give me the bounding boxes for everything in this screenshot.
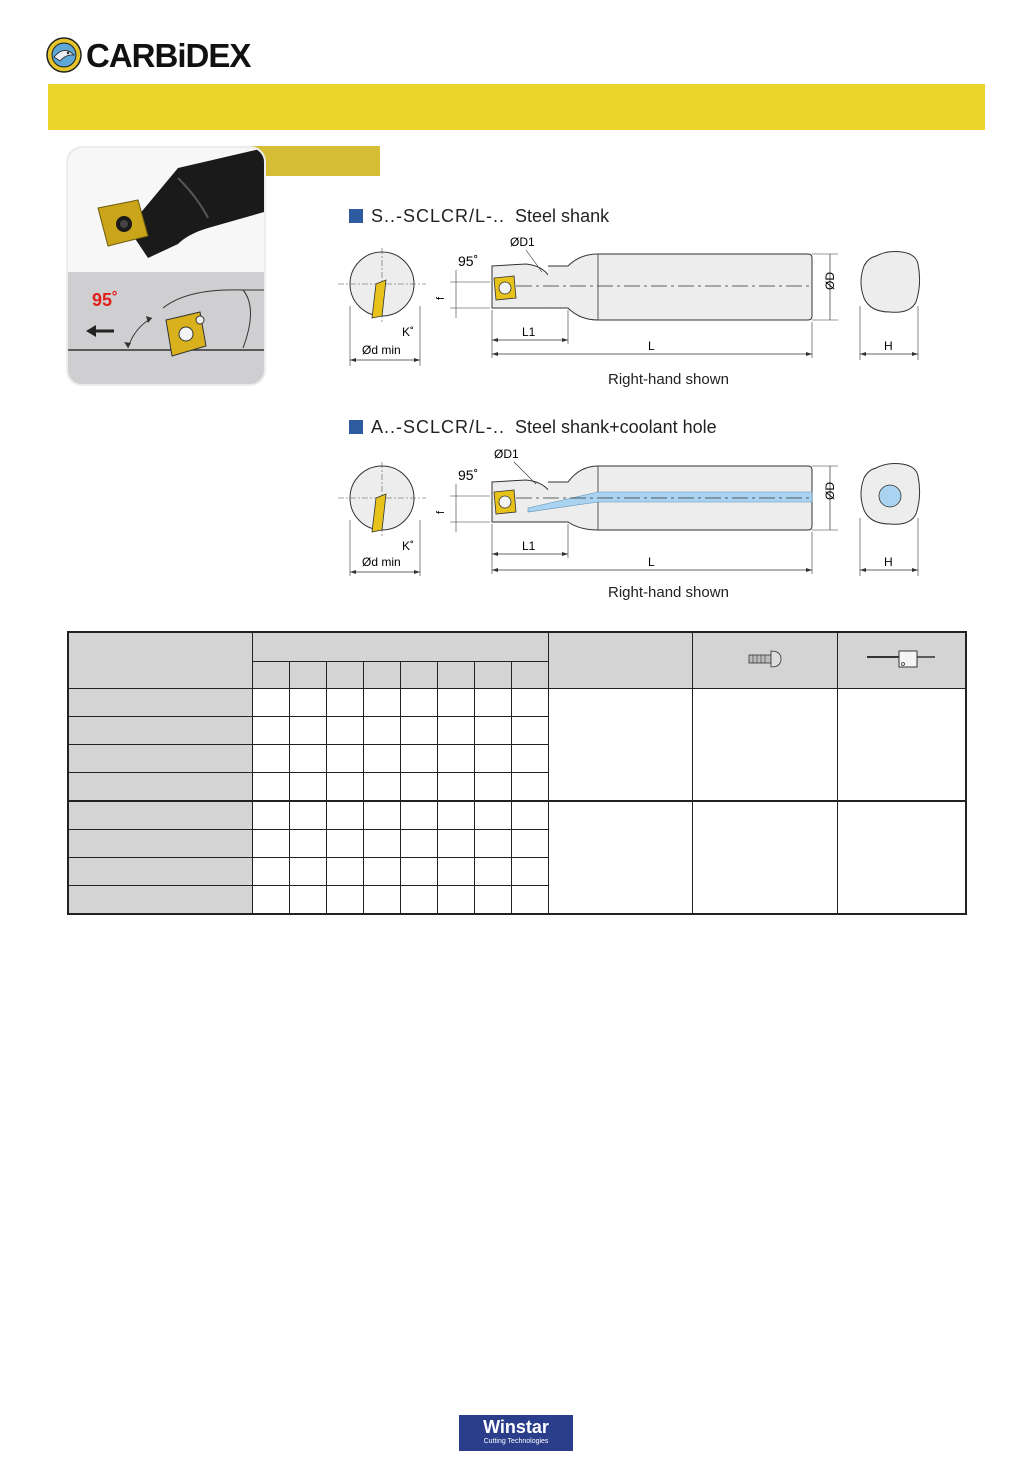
caption-right-hand-2: Right-hand shown <box>608 584 729 601</box>
dim-col-7 <box>474 662 511 689</box>
dimensions-header <box>252 632 548 662</box>
feed-direction-arrow-icon <box>86 324 116 338</box>
footer-tagline: Cutting Technologies <box>483 1438 549 1445</box>
approach-angle-label: 95˚ <box>458 253 479 269</box>
dim-col-4 <box>363 662 400 689</box>
od-label: ØD <box>823 272 837 290</box>
section-marker <box>349 420 363 434</box>
approach-angle-label: 95˚ <box>458 467 479 483</box>
l-label: L <box>648 339 655 353</box>
brand-name: CARBiDEX <box>86 37 251 74</box>
dmin-label: Ød min <box>362 343 401 357</box>
insert-header <box>548 632 692 689</box>
l-label: L <box>648 555 655 569</box>
section-marker <box>349 209 363 223</box>
h-label: H <box>884 339 893 353</box>
dim-col-6 <box>437 662 474 689</box>
screw-cell-group-2 <box>692 801 837 914</box>
section-title-steel-shank: S..-SCLCR/L-.. Steel shank <box>349 206 609 227</box>
screw-icon <box>745 648 785 670</box>
category-tab <box>250 146 380 176</box>
k-angle-label: K˚ <box>402 539 414 553</box>
f-label: f <box>435 296 447 300</box>
dim-col-5 <box>400 662 437 689</box>
designation-header <box>68 632 252 689</box>
wrench-cell-group-1 <box>837 689 966 802</box>
k-angle-label: K˚ <box>402 325 414 339</box>
wrench-header <box>837 632 966 689</box>
screw-header <box>692 632 837 689</box>
dim-col-3 <box>326 662 363 689</box>
insert-cell-group-1 <box>548 689 692 802</box>
od-label: ØD <box>823 482 837 500</box>
footer-brand: Winstar <box>483 1417 549 1437</box>
dim-col-2 <box>289 662 326 689</box>
table-header-row <box>68 632 966 662</box>
caption-right-hand-1: Right-hand shown <box>608 371 729 388</box>
d1-label: ØD1 <box>510 235 535 249</box>
shark-emblem-icon <box>46 37 82 73</box>
insert-cell-group-2 <box>548 801 692 914</box>
drawing-steel-shank <box>330 226 930 366</box>
dim-col-1 <box>252 662 289 689</box>
screw-cell-group-1 <box>692 689 837 802</box>
wrench-icon <box>865 648 937 670</box>
wrench-cell-group-2 <box>837 801 966 914</box>
section-title-coolant: A..-SCLCR/L-.. Steel shank+coolant hole <box>349 417 717 438</box>
f-label: f <box>435 510 447 514</box>
angle-badge: 95˚ <box>92 290 119 310</box>
l1-label: L1 <box>522 539 536 553</box>
title-band <box>48 84 985 130</box>
boring-bar-illustration <box>68 148 264 384</box>
tool-photo-card <box>66 146 266 386</box>
table-row <box>68 689 966 717</box>
drawing-coolant-shank <box>330 442 930 582</box>
winstar-logo <box>459 1415 573 1451</box>
l1-label: L1 <box>522 325 536 339</box>
h-label: H <box>884 555 893 569</box>
dmin-label: Ød min <box>362 555 401 569</box>
d1-label: ØD1 <box>494 447 519 461</box>
table-row <box>68 801 966 830</box>
dim-col-8 <box>511 662 548 689</box>
spec-table <box>67 631 967 915</box>
carbidex-logo <box>46 36 251 74</box>
